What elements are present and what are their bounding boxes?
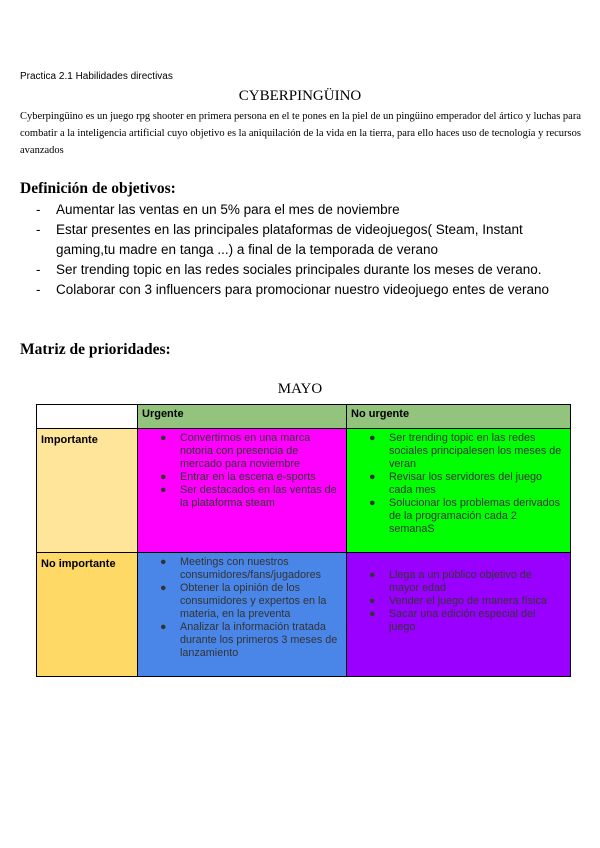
matrix-header-row xyxy=(37,405,571,429)
priority-matrix xyxy=(36,404,571,677)
list-item xyxy=(347,471,562,497)
item-text: Ser destacados en las ventas de la plataforma steam xyxy=(180,484,337,509)
column-header-urgent: Urgente xyxy=(138,405,347,429)
item-text: Entrar en la escena e-sports xyxy=(180,471,316,483)
objective-text: Colaborar con 3 influencers para promocionar nuestro videojuego entes de verano xyxy=(56,282,550,297)
list-item xyxy=(347,497,562,536)
matrix-heading: Matriz de prioridades: xyxy=(20,341,171,358)
list-item xyxy=(36,260,576,280)
bullet-icon: ● xyxy=(160,556,167,568)
list-item xyxy=(138,556,338,582)
dash-bullet: - xyxy=(36,282,41,297)
bullet-icon: ● xyxy=(160,621,167,633)
cell-not-important-urgent xyxy=(138,553,347,677)
dash-bullet: - xyxy=(36,262,41,277)
bullet-icon: ● xyxy=(369,432,376,444)
matrix-row-important xyxy=(37,429,571,553)
bullet-icon: ● xyxy=(369,497,376,509)
list-item xyxy=(36,220,576,260)
objectives-heading: Definición de objetivos: xyxy=(20,180,176,197)
list-item xyxy=(347,608,562,634)
bullet-icon: ● xyxy=(369,608,376,620)
item-text: Revisar los servidores del juego cada mes xyxy=(389,471,543,496)
bullet-icon: ● xyxy=(160,484,167,496)
list-item xyxy=(138,432,338,471)
item-text: Vender el juego de manera física xyxy=(389,595,547,607)
intro-paragraph: Cyberpingüino es un juego rpg shooter en primera persona en el te pones en la piel de un pingüino emperador del ártico y luchas para combatir a la inteligencia artificial cuyo objetivo es la aniquilación de la vida en la tierra, para ello haces uso de tecnología y recursos avanzados xyxy=(20,111,581,156)
bullet-icon: ● xyxy=(160,471,167,483)
item-text: Convertirnos en una marca notoria con presencia de mercado para noviembre xyxy=(180,432,311,470)
bullet-icon: ● xyxy=(160,432,167,444)
cell-important-urgent xyxy=(138,429,347,553)
list-item xyxy=(36,280,576,300)
list-item xyxy=(347,595,562,608)
item-text: Sacar una edición especial del juego xyxy=(389,608,536,633)
objective-text: Ser trending topic en las redes sociales principales durante los meses de verano. xyxy=(56,262,542,277)
bullet-icon: ● xyxy=(369,471,376,483)
list-item xyxy=(138,484,338,510)
item-text: Meetings con nuestros consumidores/fans/jugadores xyxy=(180,556,322,581)
bullet-icon: ● xyxy=(369,595,376,607)
dash-bullet: - xyxy=(36,222,41,237)
item-text: Solucionar los problemas derivados de la programación cada 2 semanaS xyxy=(389,497,561,535)
bullet-icon: ● xyxy=(369,569,376,581)
matrix-row-not-important xyxy=(37,553,571,677)
document-subtitle: Practica 2.1 Habilidades directivas xyxy=(20,71,173,82)
item-text: Llega a un público objetivo de mayor edad xyxy=(389,569,532,594)
objective-text: Aumentar las ventas en un 5% para el mes de noviembre xyxy=(56,202,400,217)
list-item xyxy=(36,200,576,220)
cell-not-important-not-urgent xyxy=(347,553,571,677)
item-text: Analizar la información tratada durante los primeros 3 meses de lanzamiento xyxy=(180,621,338,659)
row-header-important: Importante xyxy=(37,429,138,553)
matrix-corner-cell xyxy=(37,405,138,429)
objectives-list xyxy=(36,200,576,300)
objective-text: Estar presentes en las principales plataformas de videojuegos( Steam, Instant gaming,tu madre en tanga ...) a final de la temporada de verano xyxy=(56,222,523,257)
bullet-icon: ● xyxy=(160,582,167,594)
list-item xyxy=(138,621,338,660)
column-header-not-urgent: No urgente xyxy=(347,405,571,429)
cell-important-not-urgent xyxy=(347,429,571,553)
item-text: Obtener la opinión de los consumidores y expertos en la materia, en la preventa xyxy=(180,582,327,620)
item-text: Ser trending topic en las redes sociales principalesen los meses de veran xyxy=(389,432,562,470)
list-item xyxy=(138,582,338,621)
list-item xyxy=(347,432,562,471)
matrix-month: MAYO xyxy=(277,381,323,397)
list-item xyxy=(138,471,338,484)
row-header-not-important: No importante xyxy=(37,553,138,677)
list-item xyxy=(347,569,562,595)
dash-bullet: - xyxy=(36,202,41,217)
document-title: CYBERPINGÜINO xyxy=(238,88,362,104)
